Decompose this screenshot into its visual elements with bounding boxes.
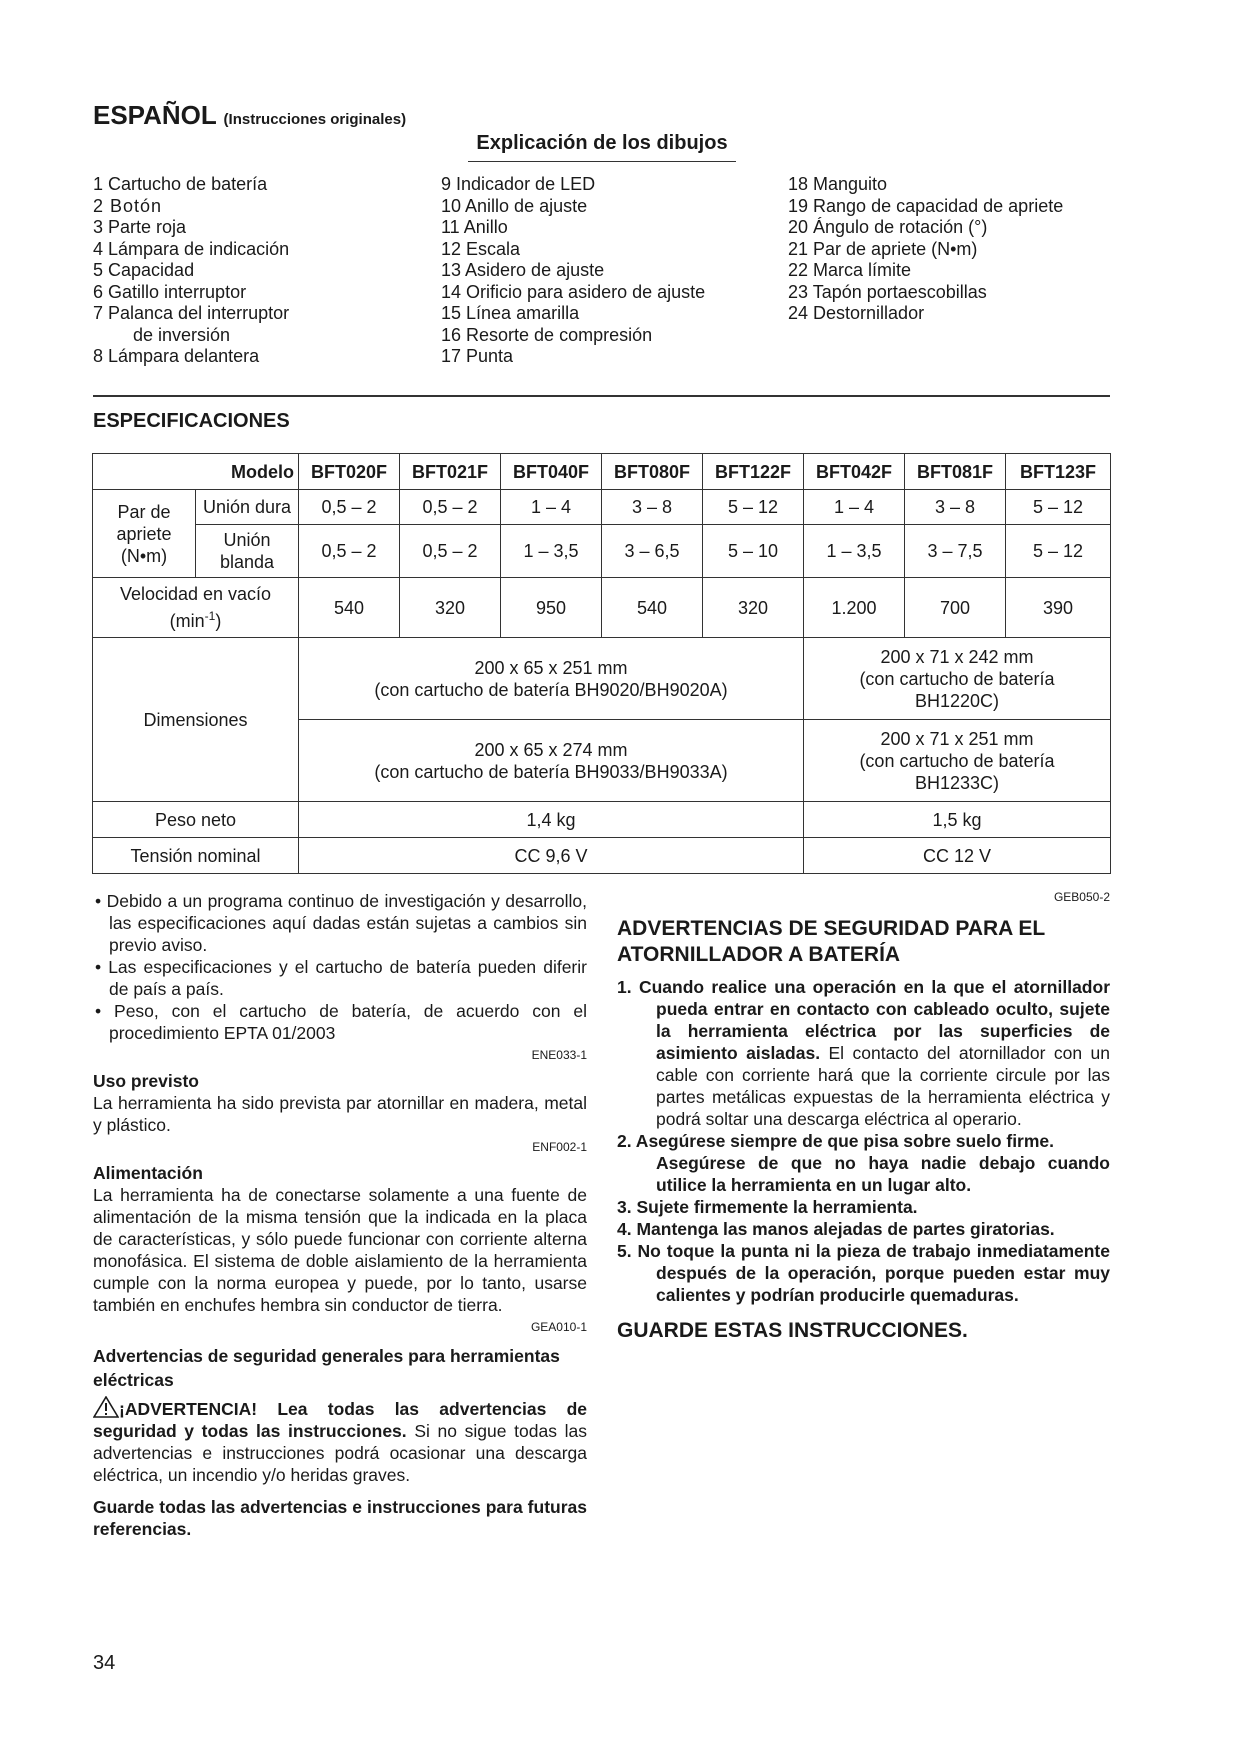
dimensions-value	[299, 720, 804, 802]
model-cell: BFT123F	[1006, 454, 1111, 490]
hard-joint-value: 5 – 12	[703, 490, 804, 525]
legend-item: 2 Botón	[93, 195, 163, 216]
legend-column-3	[788, 174, 1063, 325]
legend-item: 13 Asidero de ajuste	[441, 260, 605, 280]
speed-value: 1.200	[804, 578, 905, 638]
spec-note-text: Peso, con el cartucho de batería, de acuerdo con el procedimiento EPTA 01/2003	[109, 1001, 587, 1043]
legend-item: 22 Marca límite	[788, 260, 912, 280]
legend-item: 14 Orificio para asidero de ajuste	[441, 281, 706, 302]
soft-joint-row	[93, 525, 1111, 578]
soft-joint-value: 3 – 7,5	[905, 525, 1006, 578]
weight-row	[93, 802, 1111, 838]
hard-joint-row	[93, 490, 1111, 525]
speed-value: 320	[400, 578, 501, 638]
section-divider	[93, 395, 1110, 397]
model-cell: BFT020F	[299, 454, 400, 490]
weight-label: Peso neto	[93, 802, 299, 838]
soft-joint-label: Unión blanda	[196, 525, 299, 578]
speed-value: 540	[602, 578, 703, 638]
voltage-value: CC 12 V	[804, 838, 1111, 874]
spec-note-text: Las especificaciones y el cartucho de batería pueden diferir de país a país.	[108, 957, 587, 999]
legend-item: 7 Palanca del interruptor	[93, 303, 290, 323]
specifications-table	[92, 453, 1111, 874]
speed-unit-exponent: -1	[204, 609, 216, 623]
reference-code: ENE033-1	[531, 1048, 587, 1062]
language-heading: ESPAÑOL	[93, 100, 217, 130]
reference-code: GEB050-2	[1053, 890, 1110, 904]
voltage-label: Tensión nominal	[93, 838, 299, 874]
safety-rule-continued: Asegúrese de que no haya nadie debajo cuando utilice la herramienta en un lugar alto.	[656, 1153, 1110, 1195]
hard-joint-value: 1 – 4	[501, 490, 602, 525]
right-column	[617, 886, 1110, 1344]
warning-bold: ¡ADVERTENCIA! Lea todas las advertencias de seguridad y todas las instrucciones.	[93, 1399, 587, 1441]
speed-unit: (min	[169, 611, 205, 631]
safety-rule: 4. Mantenga las manos alejadas de partes giratorias.	[617, 1219, 1055, 1239]
safety-rule	[617, 976, 1110, 1130]
power-supply-title: Alimentación	[93, 1163, 203, 1183]
page-number: 34	[93, 1652, 116, 1674]
legend-item: 9 Indicador de LED	[441, 174, 596, 194]
speed-label-cell	[93, 578, 299, 638]
reference-code: GEA010-1	[530, 1320, 587, 1334]
speed-value: 950	[501, 578, 602, 638]
legend-item: 20 Ángulo de rotación (°)	[788, 217, 988, 237]
dimensions-size: 200 x 65 x 274 mm	[474, 739, 628, 760]
model-cell: BFT021F	[400, 454, 501, 490]
dimensions-battery: (con cartucho de batería BH1233C)	[859, 750, 1055, 793]
speed-value: 540	[299, 578, 400, 638]
hard-joint-label: Unión dura	[196, 490, 299, 525]
legend-item: 23 Tapón portaescobillas	[788, 281, 987, 302]
speed-value: 700	[905, 578, 1006, 638]
dimensions-value	[804, 638, 1111, 720]
spec-note-text: Debido a un programa continuo de investigación y desarrollo, las especificaciones aquí dadas están sujetas a cambios sin previo aviso.	[106, 891, 587, 955]
legend-item: 15 Línea amarilla	[441, 303, 580, 323]
general-warnings-title: Advertencias de seguridad generales para herramientas eléctricas	[93, 1346, 560, 1390]
soft-joint-value: 1 – 3,5	[501, 525, 602, 578]
hard-joint-value: 3 – 8	[905, 490, 1006, 525]
soft-joint-value: 3 – 6,5	[602, 525, 703, 578]
dimensions-size: 200 x 71 x 242 mm	[880, 646, 1034, 667]
speed-unit-close: )	[215, 611, 222, 631]
spec-note: • Peso, con el cartucho de batería, de acuerdo con el procedimiento EPTA 01/2003	[95, 1001, 587, 1043]
legend-item: 16 Resorte de compresión	[441, 324, 653, 345]
legend-item: 11 Anillo	[441, 217, 508, 237]
dimensions-size: 200 x 65 x 251 mm	[474, 657, 628, 678]
reference-code: ENF002-1	[532, 1140, 587, 1154]
spec-note: • Debido a un programa continuo de investigación y desarrollo, las especificaciones aquí dadas están sujetas a cambios sin previo aviso.	[95, 891, 587, 955]
legend-item: 21 Par de apriete (N•m)	[788, 238, 978, 259]
dimensions-value	[299, 638, 804, 720]
intended-use-title: Uso previsto	[93, 1071, 199, 1091]
legend-item: 6 Gatillo interruptor	[93, 281, 247, 302]
legend-item: 18 Manguito	[788, 174, 888, 194]
safety-warnings-title: ADVERTENCIAS DE SEGURIDAD PARA EL ATORNILLADOR A BATERÍA	[617, 917, 1045, 966]
legend-item: 5 Capacidad	[93, 260, 195, 280]
voltage-row	[93, 838, 1111, 874]
spec-note: • Las especificaciones y el cartucho de batería pueden diferir de país a país.	[95, 957, 587, 999]
soft-joint-value: 0,5 – 2	[400, 525, 501, 578]
legend-column-2	[441, 174, 705, 368]
safety-rule: 5. No toque la punta ni la pieza de trabajo inmediatamente después de la operación, porque pueden estar muy calientes y podrían producirle quemaduras.	[617, 1241, 1110, 1305]
dimensions-battery: (con cartucho de batería BH9020/BH9020A)	[374, 679, 728, 700]
model-cell: BFT080F	[602, 454, 703, 490]
save-instructions-heading: GUARDE ESTAS INSTRUCCIONES.	[617, 1319, 968, 1342]
hard-joint-value: 5 – 12	[1006, 490, 1111, 525]
legend-item: 12 Escala	[441, 238, 521, 259]
legend-item: 1 Cartucho de batería	[93, 174, 268, 194]
dimensions-value	[804, 720, 1111, 802]
hard-joint-value: 1 – 4	[804, 490, 905, 525]
legend-item: 17 Punta	[441, 346, 514, 366]
model-row	[93, 454, 1111, 490]
legend-item: 3 Parte roja	[93, 217, 187, 237]
warning-text: Si no sigue todas las advertencias e instrucciones podrá ocasionar una descarga eléctrica, un incendio y/o heridas graves.	[93, 1421, 587, 1485]
legend-item: 10 Anillo de ajuste	[441, 195, 588, 216]
language-subtitle: (Instrucciones originales)	[223, 111, 407, 128]
model-cell: BFT081F	[905, 454, 1006, 490]
voltage-value: CC 9,6 V	[299, 838, 804, 874]
soft-joint-value: 1 – 3,5	[804, 525, 905, 578]
safety-rule: 2. Asegúrese siempre de que pisa sobre suelo firme.	[617, 1131, 1055, 1151]
intended-use-text: La herramienta ha sido prevista par atornillar en madera, metal y plástico.	[93, 1093, 587, 1135]
speed-value: 320	[703, 578, 804, 638]
legend-title: Explicación de los dibujos	[468, 132, 736, 162]
legend-column-1	[93, 174, 289, 368]
safety-rule-text: El contacto del atornillador con un cable con corriente hará que la corriente circule por las partes metálicas expuestas de la herramienta eléctrica y podrá soltar una descarga eléctrica al operario.	[656, 1043, 1110, 1129]
soft-joint-value: 0,5 – 2	[299, 525, 400, 578]
model-cell: BFT122F	[703, 454, 804, 490]
dimensions-size: 200 x 71 x 251 mm	[880, 728, 1034, 749]
warning-paragraph	[93, 1396, 587, 1486]
keep-instructions-text: Guarde todas las advertencias e instrucciones para futuras referencias.	[93, 1497, 587, 1539]
safety-rules-list	[617, 976, 1110, 1306]
power-supply-text: La herramienta ha de conectarse solamente a una fuente de alimentación de la misma tensión que la indicada en la placa de características, y sólo puede funcionar con corriente alterna monofásica. El sistema de doble aislamiento de la herramienta cumple con la norma europea y puede, por lo tanto, usarse también en enchufes hembra sin conductor de tierra.	[93, 1185, 587, 1315]
soft-joint-value: 5 – 12	[1006, 525, 1111, 578]
torque-label: Par de apriete (N•m)	[93, 490, 196, 578]
hard-joint-value: 3 – 8	[602, 490, 703, 525]
hard-joint-value: 0,5 – 2	[299, 490, 400, 525]
weight-value: 1,5 kg	[804, 802, 1111, 838]
soft-joint-value: 5 – 10	[703, 525, 804, 578]
legend-item: 4 Lámpara de indicación	[93, 238, 290, 259]
page-header	[93, 100, 406, 131]
speed-row	[93, 578, 1111, 638]
model-cell: BFT042F	[804, 454, 905, 490]
model-cell: BFT040F	[501, 454, 602, 490]
safety-rule-bold: 1. Cuando realice una operación en la que el atornillador pueda entrar en contacto con cableado oculto, sujete la herramienta eléctrica por las superficies de asimiento aisladas.	[617, 977, 1110, 1063]
speed-label: Velocidad en vacío	[119, 584, 272, 604]
weight-value: 1,4 kg	[299, 802, 804, 838]
speed-value: 390	[1006, 578, 1111, 638]
legend-item: 24 Destornillador	[788, 303, 925, 323]
dimensions-battery: (con cartucho de batería BH1220C)	[859, 668, 1055, 711]
legend-item: 8 Lámpara delantera	[93, 346, 260, 366]
dimensions-battery: (con cartucho de batería BH9033/BH9033A)	[374, 761, 728, 782]
warning-triangle-icon	[93, 1396, 119, 1418]
legend-item: de inversión	[133, 324, 231, 345]
dimensions-label: Dimensiones	[93, 638, 299, 802]
hard-joint-value: 0,5 – 2	[400, 490, 501, 525]
legend-item: 19 Rango de capacidad de apriete	[788, 195, 1064, 216]
left-column	[93, 890, 587, 1540]
safety-rule: 3. Sujete firmemente la herramienta.	[617, 1197, 918, 1217]
specifications-title: ESPECIFICACIONES	[93, 410, 290, 432]
dimensions-row-1	[93, 638, 1111, 720]
model-label: Modelo	[93, 454, 299, 490]
